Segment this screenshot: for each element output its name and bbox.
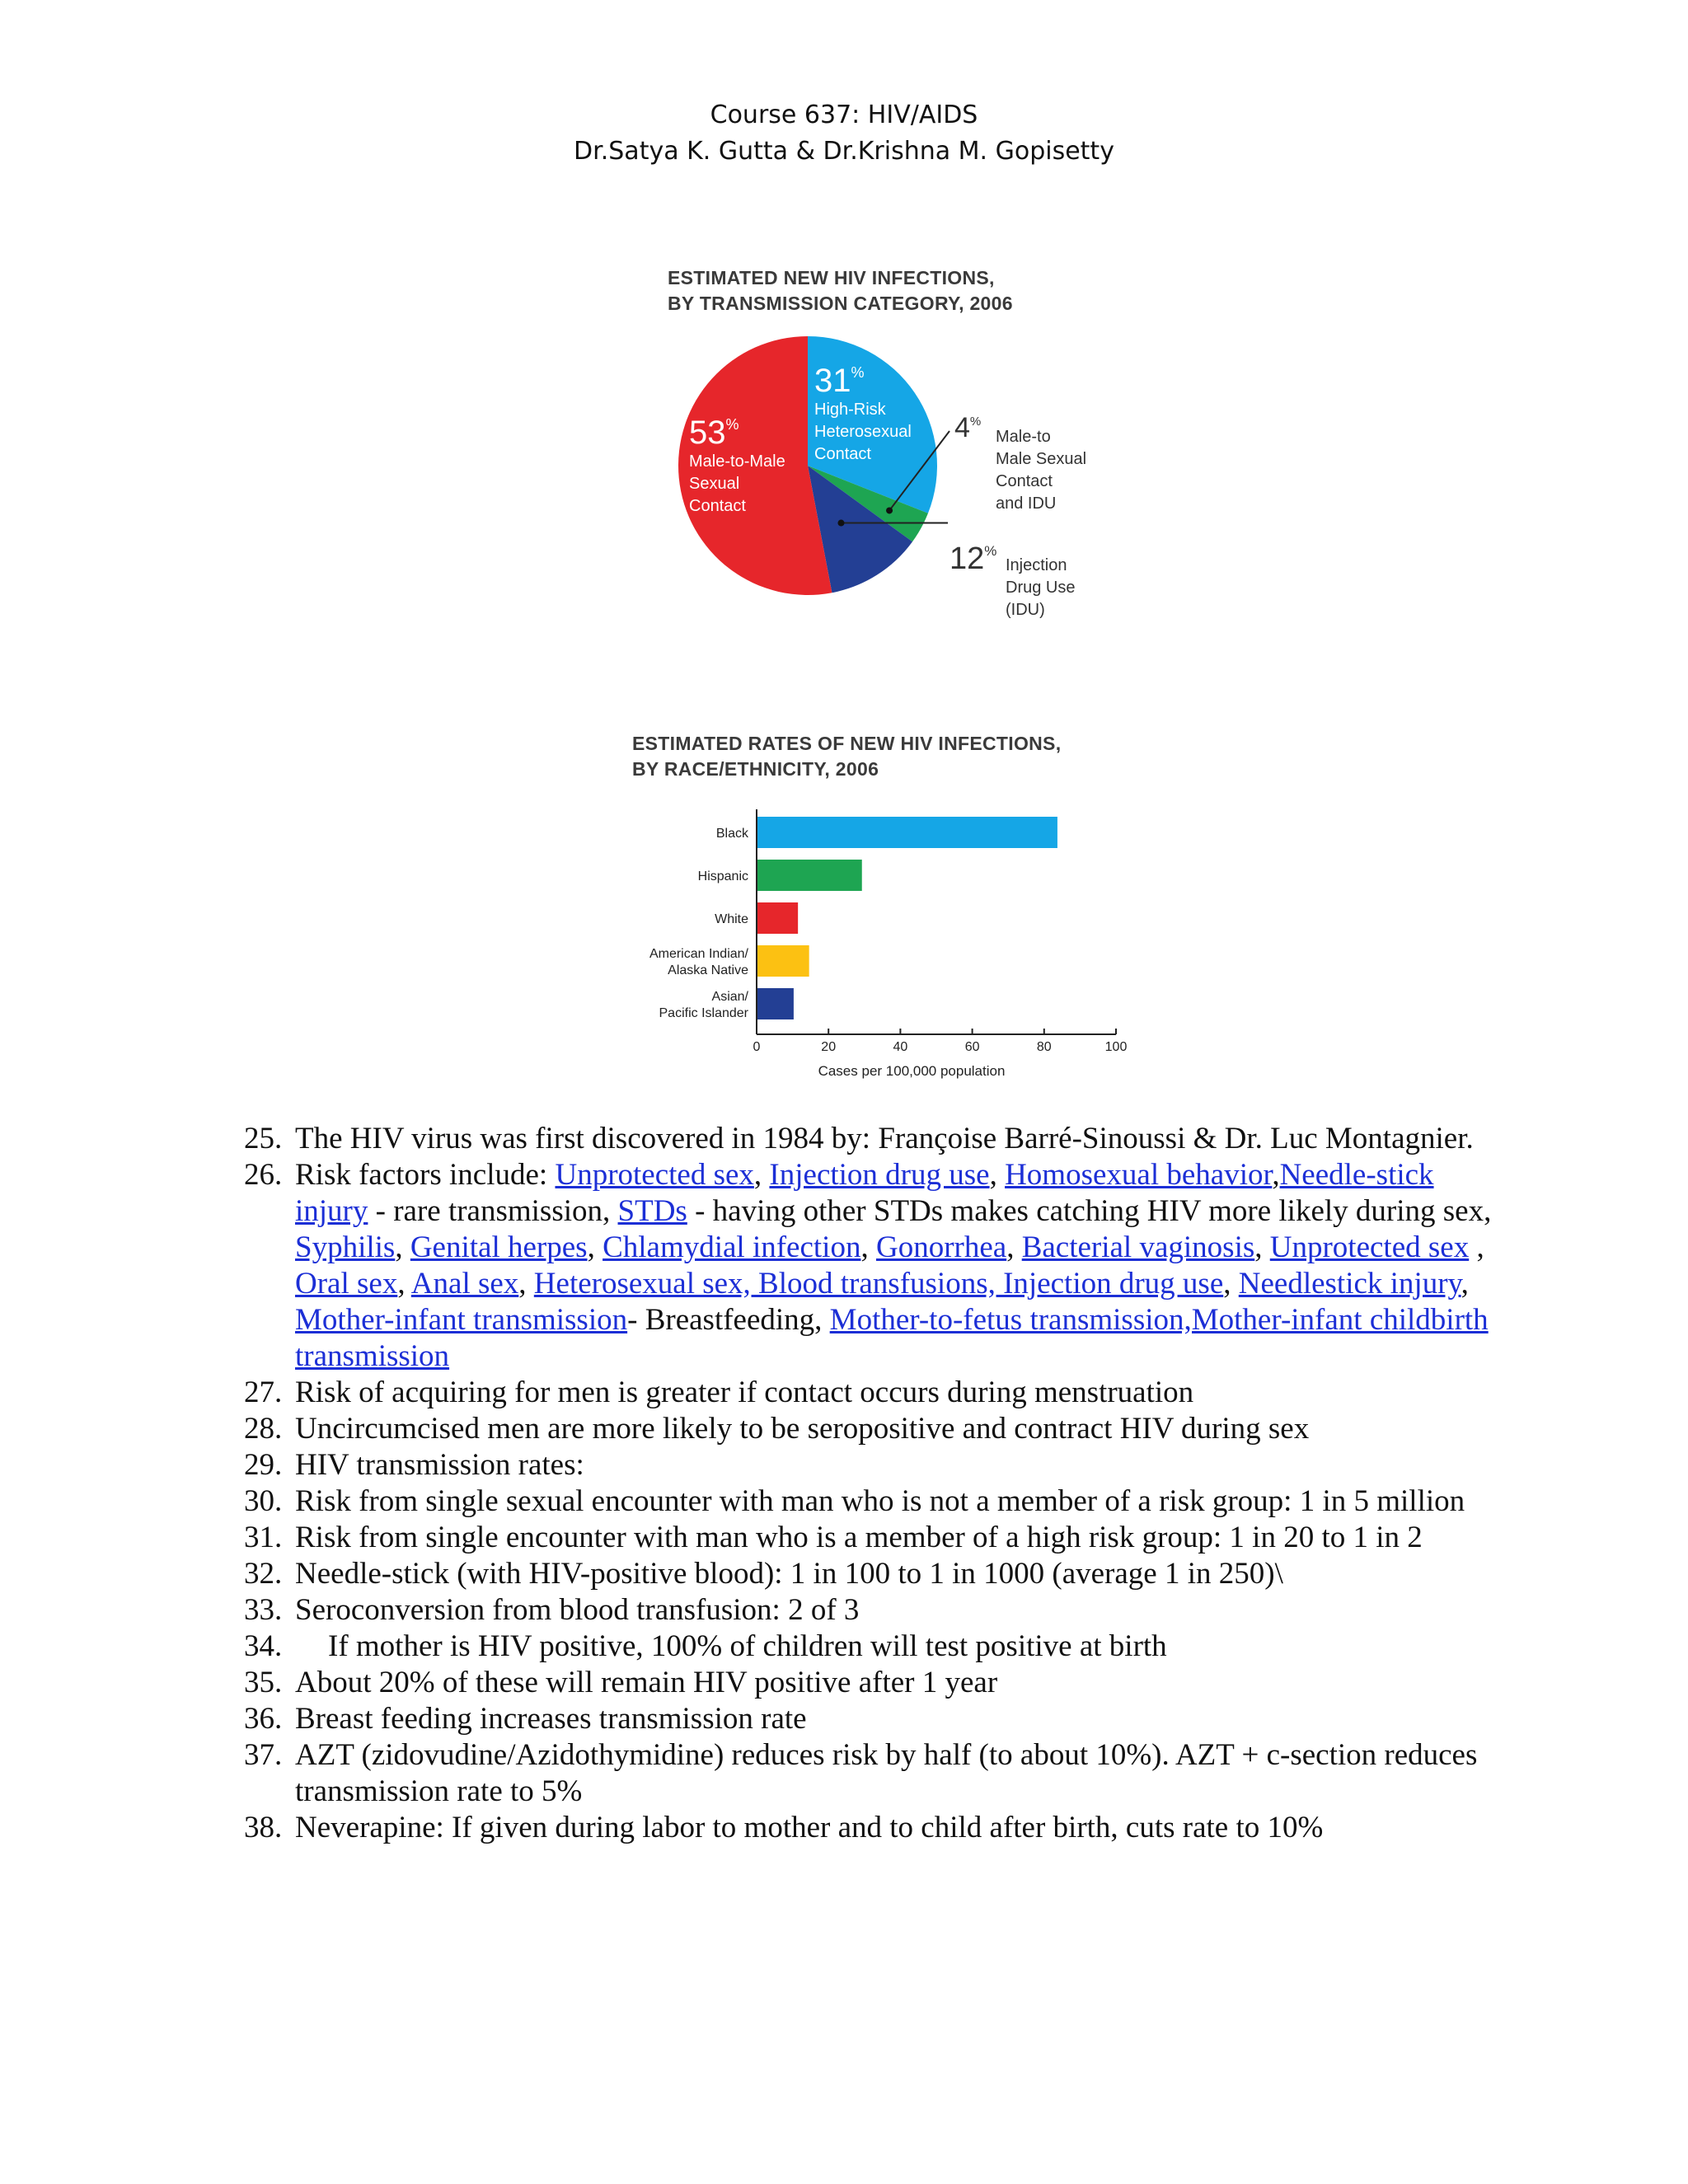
list-item (244, 1556, 1497, 1592)
item-number: 25. (244, 1122, 283, 1155)
item-number: 35. (244, 1666, 283, 1699)
pie-slice-label: Contact (996, 472, 1053, 490)
x-tick-label: 100 (1104, 1040, 1128, 1054)
link-gonorrhea[interactable]: Gonorrhea (875, 1230, 1007, 1264)
list-item (244, 1737, 1497, 1810)
bar-chart-title-line1: ESTIMATED RATES OF NEW HIV INFECTIONS, (632, 733, 1062, 754)
item-number: 26. (244, 1158, 283, 1192)
item-text: Risk of acquiring for men is greater if contact occurs during menstruation (295, 1376, 1194, 1409)
list-item (244, 1411, 1497, 1447)
bar-category-label: Pacific Islander (659, 1006, 748, 1020)
pie-value-label: 53% (689, 415, 739, 451)
link-mother-to-fetus-transmission[interactable]: Mother-to-fetus transmission,Mother-infant childbirth transmission (295, 1303, 1489, 1373)
bar (757, 902, 798, 934)
bar-category-label: Alaska Native (668, 963, 748, 977)
list-item (244, 1592, 1497, 1629)
pie-slice-label: Male-to (996, 428, 1051, 446)
link-chlamydial-infection[interactable]: Chlamydial infection (603, 1230, 861, 1264)
course-title: Course 637: HIV/AIDS (710, 101, 978, 129)
bar-category-label: Hispanic (697, 869, 748, 883)
bar (757, 988, 794, 1019)
item-text: - rare transmission, (368, 1194, 618, 1228)
item-text: Needle-stick (with HIV-positive blood): 1 in 100 to 1 in 1000 (average 1 in 250)\ (295, 1557, 1283, 1591)
item-number: 33. (244, 1593, 283, 1627)
x-tick-label: 20 (821, 1040, 837, 1054)
pie-chart-title-line2: BY TRANSMISSION CATEGORY, 2006 (668, 293, 1013, 314)
item-number: 28. (244, 1412, 283, 1446)
pie-slice-label: Drug Use (1006, 579, 1076, 597)
item-number: 32. (244, 1557, 283, 1591)
pie-slice-label: Sexual (689, 475, 740, 493)
separator: , (1461, 1267, 1469, 1301)
x-axis-label: Cases per 100,000 population (818, 1063, 1006, 1079)
link-heterosexual-sex-blood-transfusions[interactable]: Heterosexual sex, Blood transfusions, Injection drug use (533, 1267, 1224, 1301)
item-text: AZT (zidovudine/Azidothymidine) reduces risk by half (to about 10%). AZT + c-section reduces transmission rate to 5% (295, 1738, 1478, 1808)
list-item (244, 1447, 1497, 1483)
link-genital-herpes[interactable]: Genital herpes (410, 1230, 588, 1264)
item-number: 30. (244, 1484, 283, 1518)
link-homosexual-behavior[interactable]: Homosexual behavior (1005, 1158, 1273, 1192)
separator: , (518, 1267, 534, 1301)
pie-value-label: 12% (950, 541, 997, 576)
item-number: 29. (244, 1448, 283, 1482)
list-item (244, 1520, 1497, 1556)
course-authors: Dr.Satya K. Gutta & Dr.Krishna M. Gopisetty (574, 137, 1114, 166)
separator: , (587, 1230, 603, 1264)
item-number: 31. (244, 1521, 283, 1554)
item-text: Risk from single sexual encounter with man who is not a member of a risk group: 1 in 5 million (295, 1484, 1465, 1518)
list-item (244, 1701, 1497, 1737)
separator: , (395, 1230, 410, 1264)
x-tick-label: 80 (1036, 1040, 1052, 1054)
link-unprotected-sex[interactable]: Unprotected sex (555, 1158, 754, 1192)
x-tick-label: 40 (893, 1040, 908, 1054)
item-number: 38. (244, 1811, 283, 1844)
list-item (244, 1375, 1497, 1411)
pie-slice-label: and IDU (996, 494, 1057, 513)
item-text: Neverapine: If given during labor to mother and to child after birth, cuts rate to 10% (295, 1811, 1324, 1844)
pie-slice-label: Heterosexual (814, 423, 912, 441)
item-text: - Breastfeeding, (627, 1303, 830, 1337)
bar-category-label: Black (715, 827, 748, 841)
pie-chart-title-line1: ESTIMATED NEW HIV INFECTIONS, (668, 267, 995, 288)
pie-slice-label: Contact (689, 497, 746, 515)
bar (757, 945, 809, 977)
bar (757, 860, 862, 891)
pie-slice-label: Injection (1006, 556, 1067, 574)
item-text: If mother is HIV positive, 100% of children will test positive at birth (328, 1629, 1167, 1663)
link-needle-stick-injury[interactable]: Needle-stick injury (295, 1158, 1434, 1228)
link-unprotected-sex-2[interactable]: Unprotected sex (1269, 1230, 1470, 1264)
list-item (244, 1483, 1497, 1520)
bar-category-label: Asian/ (711, 990, 748, 1004)
list-item (244, 1121, 1497, 1157)
item-number: 36. (244, 1702, 283, 1736)
percent-sign: % (984, 543, 997, 559)
pie-slice-label: Male-to-Male (689, 452, 785, 471)
x-tick-label: 0 (753, 1040, 761, 1054)
separator: , (989, 1158, 1006, 1192)
separator: , (1254, 1230, 1270, 1264)
list-item (244, 1665, 1497, 1701)
pie-slice-label: (IDU) (1006, 601, 1045, 619)
link-bacterial-vaginosis[interactable]: Bacterial vaginosis (1021, 1230, 1255, 1264)
link-oral-sex[interactable]: Oral sex (295, 1267, 398, 1301)
list-item (244, 1810, 1497, 1846)
bar (757, 817, 1057, 848)
item-text: HIV transmission rates: (295, 1448, 584, 1482)
bar-category-label: White (715, 912, 748, 926)
item-number: 37. (244, 1738, 283, 1772)
separator: , (753, 1158, 770, 1192)
pie-slice-label: High-Risk (814, 401, 886, 419)
item-text: Seroconversion from blood transfusion: 2 of 3 (295, 1593, 860, 1627)
notes-list (244, 1121, 1497, 1846)
link-mother-infant-transmission[interactable]: Mother-infant transmission (295, 1303, 628, 1337)
item-text: Risk factors include: (295, 1158, 556, 1192)
link-syphilis[interactable]: Syphilis (295, 1230, 396, 1264)
item-text: Risk from single encounter with man who is a member of a high risk group: 1 in 20 to 1 in 2 (295, 1521, 1423, 1554)
item-text: Breast feeding increases transmission rate (295, 1702, 807, 1736)
pie-slice-label: Contact (814, 445, 871, 463)
link-stds[interactable]: STDs (617, 1194, 687, 1228)
x-tick-label: 60 (964, 1040, 980, 1054)
item-text: About 20% of these will remain HIV positive after 1 year (295, 1666, 998, 1699)
item-text: Uncircumcised men are more likely to be seropositive and contract HIV during sex (295, 1412, 1310, 1446)
list-item (244, 1629, 1497, 1665)
link-injection-drug-use[interactable]: Injection drug use (769, 1158, 990, 1192)
pie-value-label: 4% (954, 412, 982, 443)
percent-sign: % (851, 364, 865, 381)
item-number: 34. (244, 1629, 283, 1663)
pie-slice-label: Male Sexual (996, 450, 1087, 468)
separator: , (860, 1230, 876, 1264)
link-needlestick-injury[interactable]: Needlestick injury (1238, 1267, 1461, 1301)
bar-chart-title-line2: BY RACE/ETHNICITY, 2006 (632, 758, 879, 780)
separator: , (1223, 1267, 1239, 1301)
list-item-risk-factors (244, 1157, 1497, 1375)
item-text: - having other STDs makes catching HIV more likely during sex, (687, 1194, 1492, 1228)
percent-sign: % (969, 415, 982, 429)
item-text: The HIV virus was first discovered in 1984 by: Françoise Barré-Sinoussi & Dr. Luc Montagnier. (295, 1122, 1474, 1155)
pie-value-label: 31% (814, 363, 865, 399)
bar-category-label: American Indian/ (649, 947, 748, 961)
percent-sign: % (725, 416, 739, 433)
separator: , (1469, 1230, 1484, 1264)
separator: , (1272, 1158, 1280, 1192)
link-anal-sex[interactable]: Anal sex (410, 1267, 519, 1301)
item-number: 27. (244, 1376, 283, 1409)
separator: , (1006, 1230, 1022, 1264)
separator: , (397, 1267, 411, 1301)
